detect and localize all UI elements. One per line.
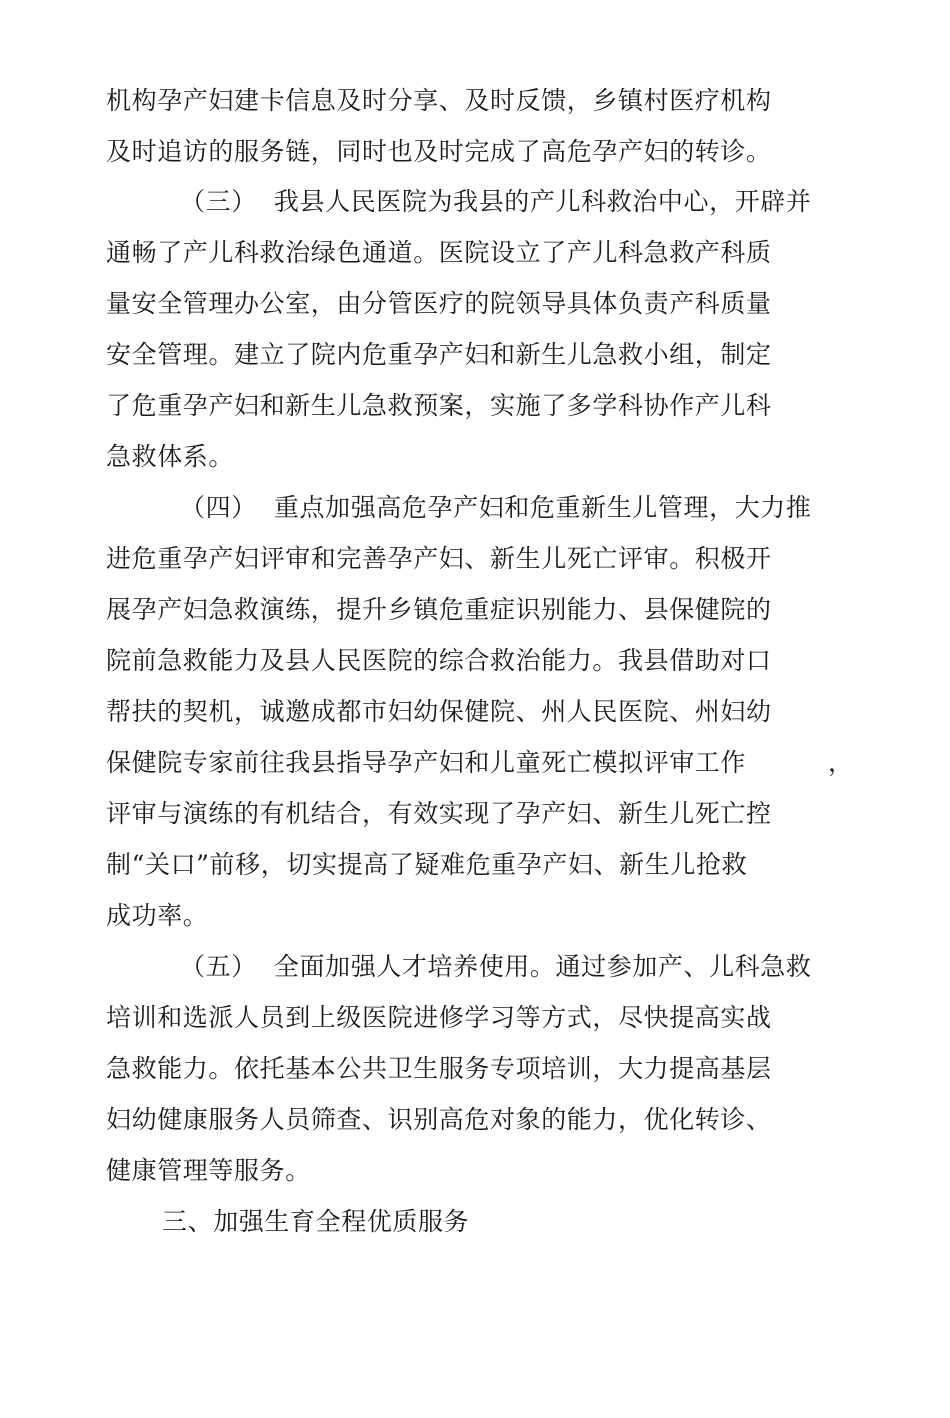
trailing-comma: ， (828, 748, 854, 777)
paragraph-line: 展孕产妇急救演练，提升乡镇危重症识别能力、县保健院的 (106, 595, 772, 624)
paragraph-line: 通畅了产儿科救治绿色通道。医院设立了产儿科急救产科质 (106, 238, 772, 267)
paragraph-line: 机构孕产妇建卡信息及时分享、及时反馈，乡镇村医疗机构 (106, 86, 772, 115)
paragraph-line: （三） 我县人民医院为我县的产儿科救治中心，开辟并 (180, 187, 812, 216)
paragraph-line: 妇幼健康服务人员筛查、识别高危对象的能力，优化转诊、 (106, 1105, 772, 1134)
paragraph-line: （四） 重点加强高危孕产妇和危重新生儿管理，大力推 (180, 493, 812, 522)
paragraph-line: 制“关口”前移，切实提高了疑难危重孕产妇、新生儿抢救 (106, 850, 748, 879)
section-heading: 三、加强生育全程优质服务 (162, 1207, 470, 1236)
paragraph-line: 急救体系。 (106, 442, 235, 471)
paragraph-line: 及时追访的服务链，同时也及时完成了高危孕产妇的转诊。 (106, 137, 772, 166)
paragraph-line: 量安全管理办公室，由分管医疗的院领导具体负责产科质量 (106, 289, 772, 318)
paragraph-line: 评审与演练的有机结合，有效实现了孕产妇、新生儿死亡控 (106, 799, 772, 828)
paragraph-line: 院前急救能力及县人民医院的综合救治能力。我县借助对口 (106, 646, 772, 675)
paragraph-line: 帮扶的契机，诚邀成都市妇幼保健院、州人民医院、州妇幼 (106, 697, 772, 726)
paragraph-line: 急救能力。依托基本公共卫生服务专项培训，大力提高基层 (106, 1054, 772, 1083)
paragraph-line: （五） 全面加强人才培养使用。通过参加产、儿科急救 (180, 952, 812, 981)
paragraph-line: 进危重孕产妇评审和完善孕产妇、新生儿死亡评审。积极开 (106, 544, 772, 573)
paragraph-line: 了危重孕产妇和新生儿急救预案，实施了多学科协作产儿科 (106, 391, 772, 420)
paragraph-line: 成功率。 (106, 901, 209, 930)
paragraph-line: 培训和选派人员到上级医院进修学习等方式，尽快提高实战 (106, 1003, 772, 1032)
paragraph-line: 安全管理。建立了院内危重孕产妇和新生儿急救小组，制定 (106, 340, 772, 369)
paragraph-line: 健康管理等服务。 (106, 1156, 311, 1185)
paragraph-line: 保健院专家前往我县指导孕产妇和儿童死亡模拟评审工作 (106, 748, 747, 777)
